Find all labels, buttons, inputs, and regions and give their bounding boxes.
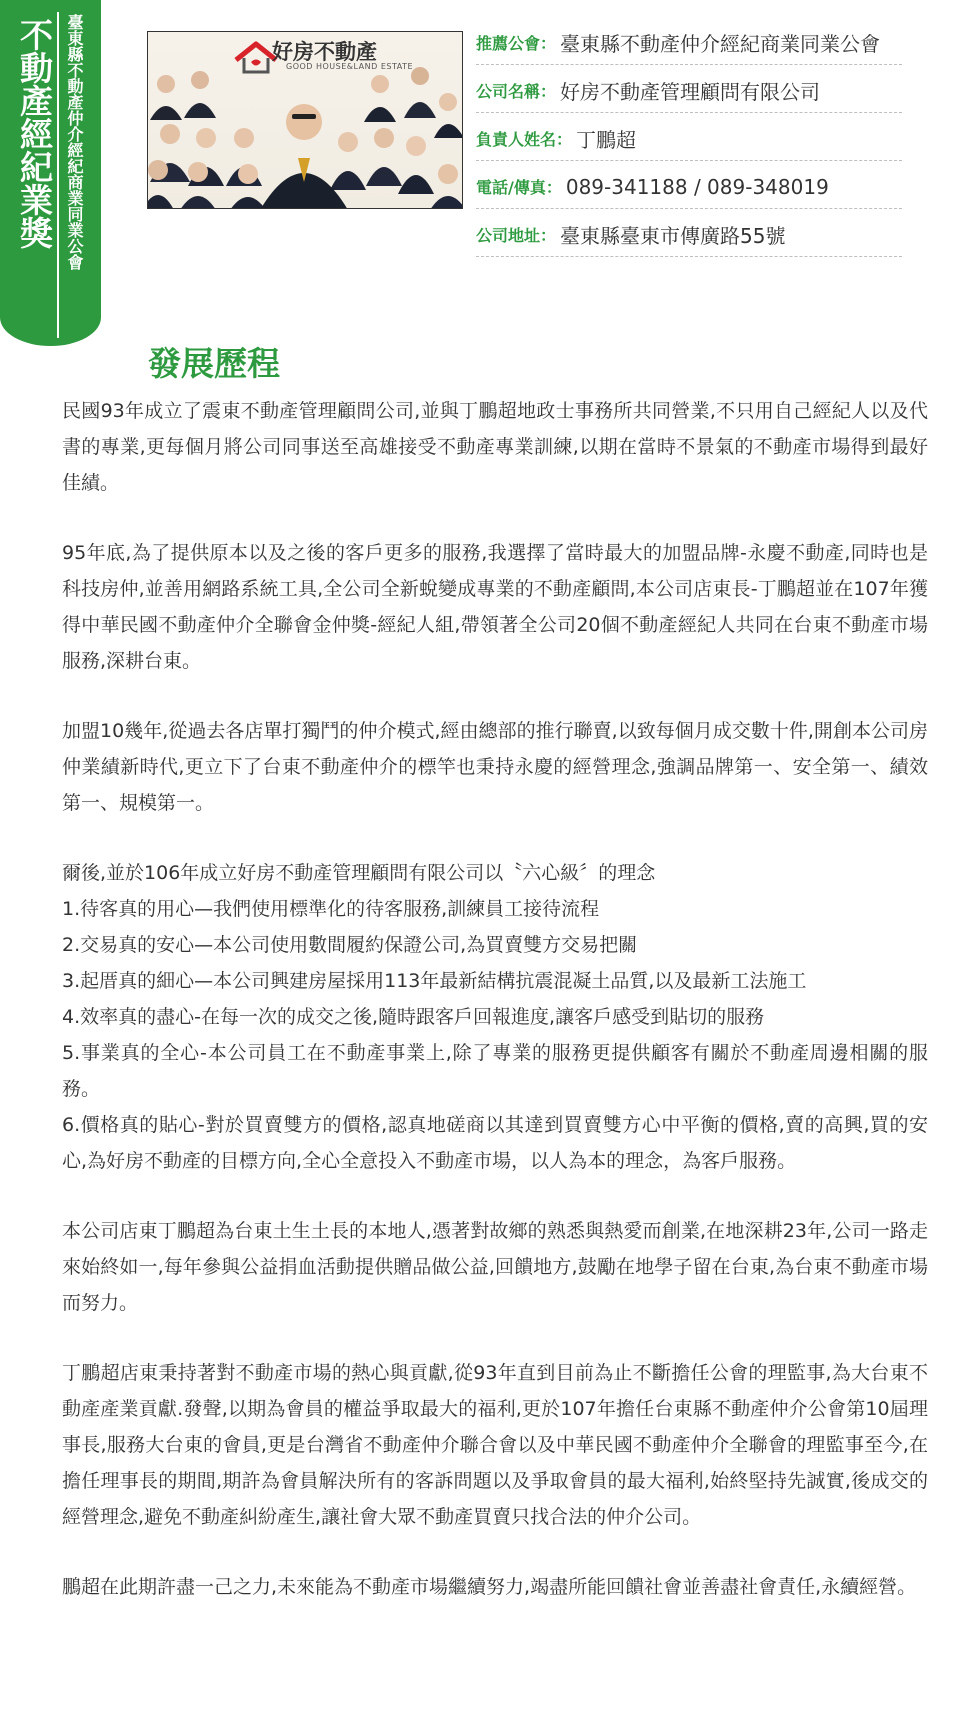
info-row-company-name xyxy=(476,65,902,113)
company-info-list xyxy=(476,17,902,257)
info-row-address xyxy=(476,209,902,257)
info-row-association xyxy=(476,17,902,65)
company-team-photo xyxy=(147,31,463,209)
team-people-illustration xyxy=(148,62,463,209)
award-title: 不動產經紀業獎 xyxy=(15,18,54,249)
history-paragraph: 95年底,為了提供原本以及之後的客戶更多的服務,我選擇了當時最大的加盟品牌-永慶不動產,同時也是科技房仲,並善用網路系統工具,全公司全新蛻變成專業的不動產顧問,本公司店東長-丁鵬超並在107年獲得中華民國不動產仲介全聯會金仲獎-經紀人組,帶領著全公司20個不動產經紀人共同在台東不動產市場服務,深耕台東。 xyxy=(62,542,928,672)
history-content xyxy=(62,393,928,1605)
logo-text: 好房不動產 xyxy=(272,40,377,64)
history-paragraph: 加盟10幾年,從過去各店單打獨鬥的仲介模式,經由總部的推行聯賣,以致每個月成交數十件,開創本公司房仲業績新時代,更立下了台東不動產仲介的標竿也秉持永慶的經營理念,強調品牌第一、安全第一、績效第一、規模第一。 xyxy=(62,720,928,814)
info-value: 089-341188 / 089-348019 xyxy=(565,174,829,199)
info-value: 好房不動產管理顧問有限公司 xyxy=(560,80,821,104)
info-label: 電話/傳真： xyxy=(476,178,562,197)
banner-divider xyxy=(57,12,59,338)
list-item: 5.事業真的全心-本公司員工在不動產事業上,除了專業的服務更提供顧客有關於不動產周邊相關的服務。 xyxy=(62,1042,928,1100)
info-value: 臺東縣不動產仲介經紀商業同業公會 xyxy=(560,32,881,56)
history-paragraph: 丁鵬超店東秉持著對不動產市場的熱心與貢獻,從93年直到目前為止不斷擔任公會的理監事,為大台東不動產產業貢獻.發聲,以期為會員的權益爭取最大的福利,更於107年擔任台東縣不動產仲介公會第10屆理事長,服務大台東的會員,更是台灣省不動產仲介聯合會以及中華民國不動產仲介全聯會的理監事至今,在擔任理事長的期間,期許為會員解決所有的客訴問題以及爭取會員的最大福利,始終堅持先誠實,後成交的經營理念,避免不動產糾紛產生,讓社會大眾不動產買賣只找合法的仲介公司。 xyxy=(62,1362,928,1528)
list-item: 1.待客真的用心—我們使用標準化的待客服務,訓練員工接待流程 xyxy=(62,898,600,920)
list-intro: 爾後,並於106年成立好房不動產管理顧問有限公司以〝六心級〞的理念 xyxy=(62,862,656,884)
list-item: 3.起厝真的細心—本公司興建房屋採用113年最新結構抗震混凝土品質,以及最新工法施工 xyxy=(62,970,807,992)
list-item: 4.效率真的盡心-在每一次的成交之後,隨時跟客戶回報進度,讓客戶感受到貼切的服務 xyxy=(62,1006,765,1028)
info-label: 推薦公會： xyxy=(476,34,557,53)
logo-subtitle: GOOD HOUSE&LAND ESTATE xyxy=(286,62,414,71)
info-label: 公司地址： xyxy=(476,226,557,245)
info-label: 負責人姓名： xyxy=(476,130,573,149)
six-heart-list xyxy=(62,855,928,1179)
association-name-vertical: 臺東縣不動產仲介經紀商業同業公會 xyxy=(65,14,84,270)
info-row-phone xyxy=(476,161,902,209)
history-paragraph: 民國93年成立了震東不動產管理顧問公司,並與丁鵬超地政士事務所共同營業,不只用自己經紀人以及代書的專業,更每個月將公司同事送至高雄接受不動產專業訓練,以期在當時不景氣的不動產市場得到最好佳績。 xyxy=(62,400,928,494)
list-item: 6.價格真的貼心-對於買賣雙方的價格,認真地磋商以其達到買賣雙方心中平衡的價格,賣的高興,買的安心,為好房不動產的目標方向,全心全意投入不動產市場，以人為本的理念，為客戶服務。 xyxy=(62,1114,928,1172)
info-label: 公司名稱： xyxy=(476,82,557,101)
award-banner xyxy=(0,0,101,346)
history-paragraph: 鵬超在此期許盡一己之力,未來能為不動產市場繼續努力,竭盡所能回饋社會並善盡社會責任,永續經營。 xyxy=(62,1576,917,1598)
section-title: 發展歷程 xyxy=(148,344,280,383)
info-value: 丁鵬超 xyxy=(576,128,637,152)
history-paragraph: 本公司店東丁鵬超為台東土生土長的本地人,憑著對故鄉的熟悉與熱愛而創業,在地深耕23年,公司一路走來始終如一,每年參與公益捐血活動提供贈品做公益,回饋地方,鼓勵在地學子留在台東,為台東不動產市場而努力。 xyxy=(62,1220,928,1314)
info-row-owner xyxy=(476,113,902,161)
info-value: 臺東縣臺東市傳廣路55號 xyxy=(560,224,786,248)
list-item: 2.交易真的安心—本公司使用數間履約保證公司,為買賣雙方交易把關 xyxy=(62,934,638,956)
